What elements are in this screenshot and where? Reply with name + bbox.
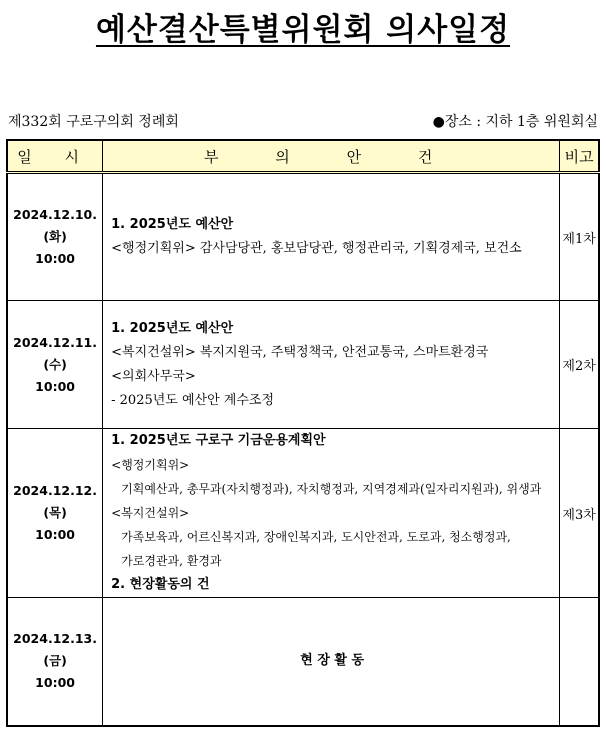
agenda-cell: 1. 2025년도 예산안 <복지건설위> 복지지원국, 주택정책국, 안전교통국, 스마트환경국 <의회사무국> - 2025년도 예산안 계수조정 xyxy=(103,301,560,429)
table-row xyxy=(7,301,599,429)
agenda-table xyxy=(6,139,600,727)
header-note: 비고 xyxy=(560,140,599,173)
agenda-cell: 현 장 활 동 xyxy=(103,598,560,726)
place-label: ●장소 : 지하 1층 위원회실 xyxy=(432,114,598,130)
table-row xyxy=(7,598,599,726)
note-cell: 제3차 xyxy=(560,429,599,598)
note-cell xyxy=(560,598,599,726)
note-cell: 제1차 xyxy=(560,173,599,301)
header-agenda: 부 의 안 건 xyxy=(103,140,560,173)
date-cell: 2024.12.11. (수) 10:00 xyxy=(7,301,103,429)
table-header-row xyxy=(7,140,599,173)
header-date: 일 시 xyxy=(7,140,103,173)
note-cell: 제2차 xyxy=(560,301,599,429)
table-row xyxy=(7,429,599,598)
session-label: 제332회 구로구의회 정례회 xyxy=(8,114,179,130)
page-title: 예산결산특별위원회 의사일정 xyxy=(95,12,511,48)
agenda-cell: 1. 2025년도 구로구 기금운용계획안 <행정기획위> 기획예산과, 총무과(자치행정과), 자치행정과, 지역경제과(일자리지원과), 위생과 <복지건설위> 가족보육과, 어르신복지과, 장애인복지과, 도시안전과, 도로과, 청소행정과, 가로경관과, 환경과 2. 현장활동의 건 xyxy=(103,429,560,598)
date-cell: 2024.12.13. (금) 10:00 xyxy=(7,598,103,726)
agenda-cell: 1. 2025년도 예산안 <행정기획위> 감사담당관, 홍보담당관, 행정관리국, 기획경제국, 보건소 xyxy=(103,173,560,301)
date-cell: 2024.12.10. (화) 10:00 xyxy=(7,173,103,301)
table-row xyxy=(7,173,599,301)
date-cell: 2024.12.12. (목) 10:00 xyxy=(7,429,103,598)
